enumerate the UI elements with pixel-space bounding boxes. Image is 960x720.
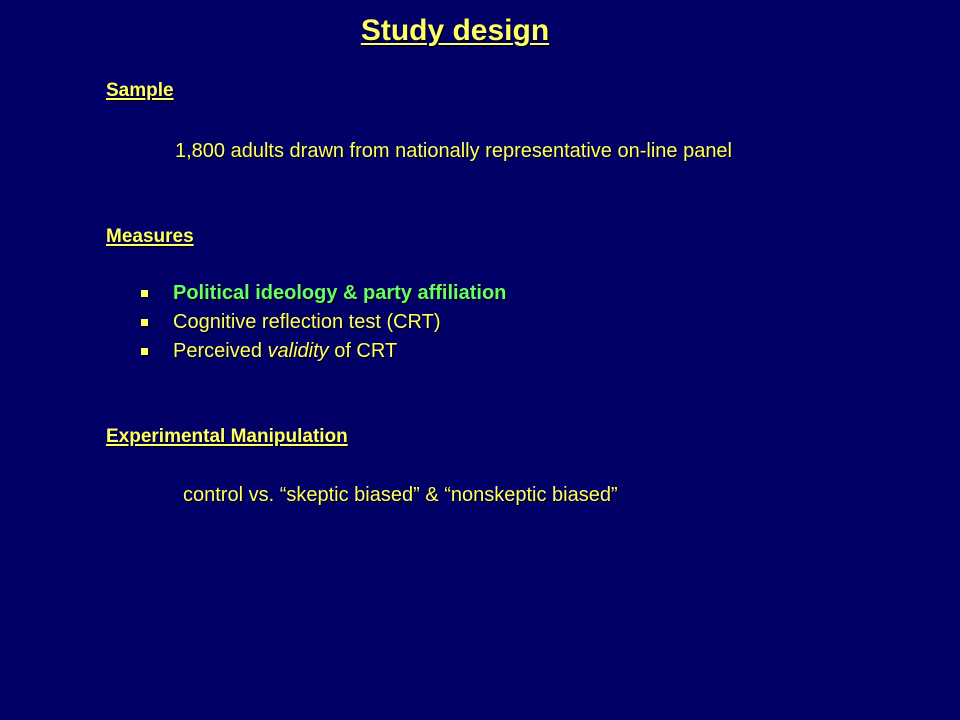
- bullet-square-icon: [141, 319, 148, 326]
- slide-title: Study design: [360, 14, 550, 47]
- measure-item-label: Political ideology & party affiliation: [173, 282, 507, 304]
- measure-item-label: [173, 340, 397, 363]
- sample-heading: Sample: [106, 80, 174, 101]
- sample-text: 1,800 adults drawn from nationally representative on-line panel: [175, 140, 733, 162]
- measure-item-validity: [138, 340, 397, 363]
- bullet-square-icon: [141, 290, 148, 297]
- measure-item-label: Cognitive reflection test (CRT): [173, 311, 441, 333]
- bullet-square-icon: [141, 348, 148, 355]
- measure-item-suffix: of CRT: [328, 340, 398, 362]
- measure-item-crt: [138, 311, 441, 334]
- manipulation-heading: Experimental Manipulation: [106, 426, 348, 447]
- measure-item-emphasis: validity: [267, 340, 329, 362]
- measures-heading: Measures: [106, 226, 194, 247]
- manipulation-text: control vs. “skeptic biased” & “nonskeptic biased”: [183, 484, 618, 506]
- measure-item-ideology: [138, 282, 506, 305]
- measure-item-prefix: Perceived: [173, 340, 268, 362]
